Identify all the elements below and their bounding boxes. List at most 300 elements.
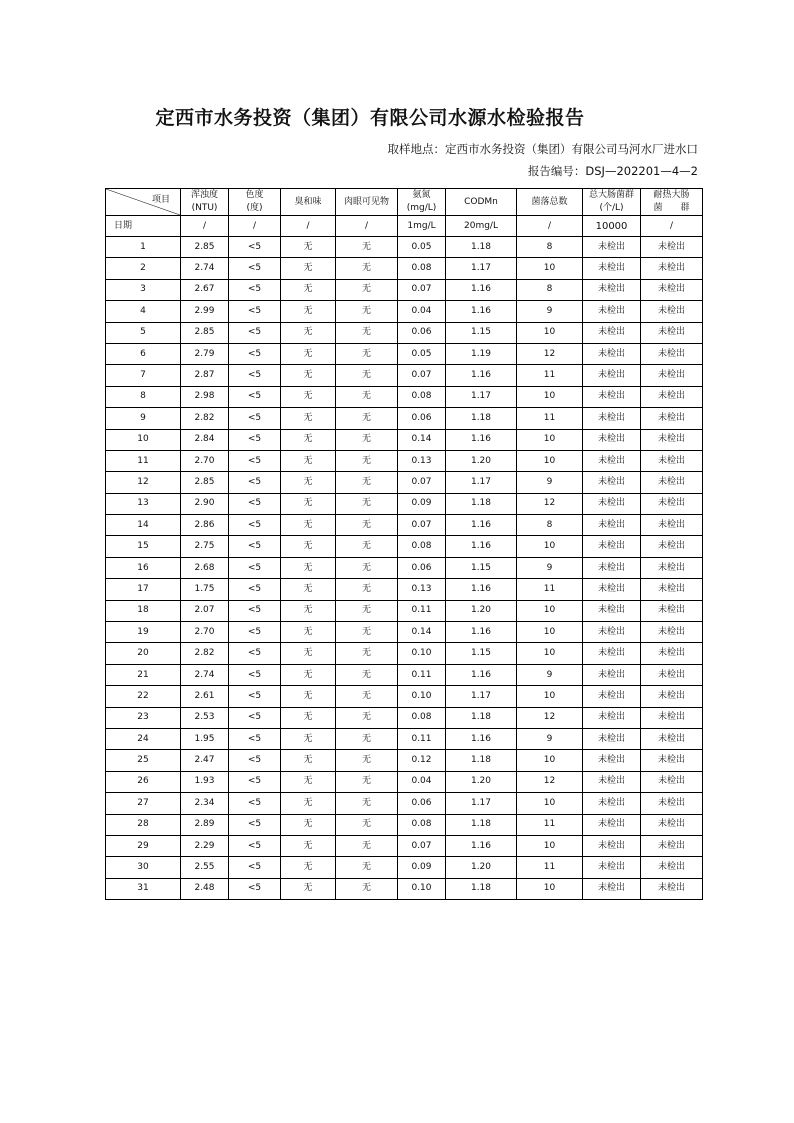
std-odor: / — [281, 216, 336, 237]
cell-total-coliform: 未检出 — [583, 622, 641, 643]
cell-total-coliform: 未检出 — [583, 322, 641, 343]
cell-total-coliform: 未检出 — [583, 472, 641, 493]
cell-ammonia: 0.05 — [398, 237, 446, 258]
cell-odor: 无 — [281, 515, 336, 536]
table-row — [106, 750, 703, 771]
cell-codmn: 1.16 — [446, 728, 517, 749]
cell-bacteria-total: 10 — [517, 793, 583, 814]
cell-total-coliform: 未检出 — [583, 707, 641, 728]
cell-turbidity: 2.82 — [181, 643, 229, 664]
cell-day: 3 — [106, 279, 181, 300]
cell-color: <5 — [229, 622, 281, 643]
std-color: / — [229, 216, 281, 237]
cell-odor: 无 — [281, 835, 336, 856]
cell-total-coliform: 未检出 — [583, 279, 641, 300]
cell-color: <5 — [229, 536, 281, 557]
cell-day: 6 — [106, 343, 181, 364]
cell-thermotolerant-coliform: 未检出 — [641, 472, 703, 493]
header-thermotolerant-coliform: 耐热大肠 菌 群 — [641, 189, 703, 216]
cell-turbidity: 2.29 — [181, 835, 229, 856]
cell-odor: 无 — [281, 343, 336, 364]
cell-codmn: 1.18 — [446, 237, 517, 258]
cell-ammonia: 0.07 — [398, 515, 446, 536]
cell-codmn: 1.15 — [446, 557, 517, 578]
cell-codmn: 1.17 — [446, 258, 517, 279]
cell-thermotolerant-coliform: 未检出 — [641, 622, 703, 643]
cell-odor: 无 — [281, 707, 336, 728]
cell-bacteria-total: 9 — [517, 472, 583, 493]
cell-ammonia: 0.09 — [398, 493, 446, 514]
cell-turbidity: 1.75 — [181, 579, 229, 600]
cell-color: <5 — [229, 750, 281, 771]
cell-codmn: 1.18 — [446, 707, 517, 728]
cell-codmn: 1.18 — [446, 408, 517, 429]
cell-bacteria-total: 11 — [517, 579, 583, 600]
table-row — [106, 600, 703, 621]
cell-total-coliform: 未检出 — [583, 408, 641, 429]
cell-odor: 无 — [281, 600, 336, 621]
cell-bacteria-total: 11 — [517, 365, 583, 386]
cell-thermotolerant-coliform: 未检出 — [641, 515, 703, 536]
std-bacteria: / — [517, 216, 583, 237]
cell-thermotolerant-coliform: 未检出 — [641, 814, 703, 835]
table-row — [106, 557, 703, 578]
cell-day: 16 — [106, 557, 181, 578]
cell-color: <5 — [229, 515, 281, 536]
cell-day: 13 — [106, 493, 181, 514]
cell-odor: 无 — [281, 450, 336, 471]
cell-day: 2 — [106, 258, 181, 279]
cell-ammonia: 0.11 — [398, 600, 446, 621]
cell-bacteria-total: 9 — [517, 557, 583, 578]
cell-color: <5 — [229, 301, 281, 322]
cell-color: <5 — [229, 643, 281, 664]
cell-thermotolerant-coliform: 未检出 — [641, 279, 703, 300]
header-odor: 臭和味 — [281, 189, 336, 216]
table-row — [106, 450, 703, 471]
cell-visible-matter: 无 — [336, 237, 398, 258]
cell-thermotolerant-coliform: 未检出 — [641, 835, 703, 856]
cell-bacteria-total: 10 — [517, 322, 583, 343]
cell-total-coliform: 未检出 — [583, 600, 641, 621]
table-row — [106, 322, 703, 343]
cell-ammonia: 0.08 — [398, 814, 446, 835]
table-row — [106, 771, 703, 792]
cell-day: 25 — [106, 750, 181, 771]
cell-visible-matter: 无 — [336, 322, 398, 343]
cell-bacteria-total: 10 — [517, 686, 583, 707]
cell-day: 19 — [106, 622, 181, 643]
cell-ammonia: 0.08 — [398, 258, 446, 279]
cell-thermotolerant-coliform: 未检出 — [641, 643, 703, 664]
cell-thermotolerant-coliform: 未检出 — [641, 429, 703, 450]
cell-odor: 无 — [281, 557, 336, 578]
cell-visible-matter: 无 — [336, 643, 398, 664]
cell-visible-matter: 无 — [336, 279, 398, 300]
cell-visible-matter: 无 — [336, 429, 398, 450]
cell-odor: 无 — [281, 408, 336, 429]
cell-ammonia: 0.13 — [398, 579, 446, 600]
cell-thermotolerant-coliform: 未检出 — [641, 664, 703, 685]
cell-color: <5 — [229, 686, 281, 707]
cell-visible-matter: 无 — [336, 857, 398, 878]
cell-color: <5 — [229, 771, 281, 792]
cell-codmn: 1.16 — [446, 664, 517, 685]
cell-turbidity: 2.70 — [181, 622, 229, 643]
cell-color: <5 — [229, 707, 281, 728]
table-row — [106, 835, 703, 856]
cell-thermotolerant-coliform: 未检出 — [641, 878, 703, 899]
cell-bacteria-total: 10 — [517, 750, 583, 771]
cell-thermotolerant-coliform: 未检出 — [641, 258, 703, 279]
cell-turbidity: 2.55 — [181, 857, 229, 878]
cell-day: 28 — [106, 814, 181, 835]
cell-odor: 无 — [281, 622, 336, 643]
cell-total-coliform: 未检出 — [583, 386, 641, 407]
cell-turbidity: 1.93 — [181, 771, 229, 792]
std-thermo: / — [641, 216, 703, 237]
cell-ammonia: 0.14 — [398, 622, 446, 643]
cell-visible-matter: 无 — [336, 835, 398, 856]
cell-visible-matter: 无 — [336, 343, 398, 364]
table-row — [106, 814, 703, 835]
cell-codmn: 1.18 — [446, 493, 517, 514]
cell-codmn: 1.16 — [446, 301, 517, 322]
cell-bacteria-total: 10 — [517, 622, 583, 643]
cell-turbidity: 2.48 — [181, 878, 229, 899]
cell-color: <5 — [229, 857, 281, 878]
cell-odor: 无 — [281, 857, 336, 878]
cell-bacteria-total: 10 — [517, 536, 583, 557]
cell-total-coliform: 未检出 — [583, 237, 641, 258]
cell-visible-matter: 无 — [336, 814, 398, 835]
cell-color: <5 — [229, 408, 281, 429]
cell-color: <5 — [229, 814, 281, 835]
cell-odor: 无 — [281, 643, 336, 664]
cell-bacteria-total: 8 — [517, 515, 583, 536]
cell-day: 30 — [106, 857, 181, 878]
cell-ammonia: 0.13 — [398, 450, 446, 471]
cell-codmn: 1.16 — [446, 835, 517, 856]
cell-bacteria-total: 11 — [517, 814, 583, 835]
cell-bacteria-total: 11 — [517, 857, 583, 878]
cell-turbidity: 2.82 — [181, 408, 229, 429]
table-row — [106, 472, 703, 493]
cell-ammonia: 0.06 — [398, 322, 446, 343]
header-codmn: CODMn — [446, 189, 517, 216]
cell-turbidity: 2.85 — [181, 237, 229, 258]
cell-codmn: 1.17 — [446, 686, 517, 707]
cell-day: 5 — [106, 322, 181, 343]
header-item-label: 项目 — [151, 195, 170, 205]
table-row — [106, 365, 703, 386]
cell-turbidity: 2.74 — [181, 258, 229, 279]
cell-odor: 无 — [281, 728, 336, 749]
cell-color: <5 — [229, 343, 281, 364]
cell-total-coliform: 未检出 — [583, 536, 641, 557]
table-row — [106, 515, 703, 536]
cell-total-coliform: 未检出 — [583, 365, 641, 386]
cell-color: <5 — [229, 365, 281, 386]
standards-row — [106, 216, 703, 237]
cell-codmn: 1.17 — [446, 472, 517, 493]
cell-codmn: 1.17 — [446, 793, 517, 814]
cell-turbidity: 2.98 — [181, 386, 229, 407]
table-row — [106, 878, 703, 899]
sampling-location: 取样地点：定西市水务投资（集团）有限公司马河水厂进水口 — [387, 142, 698, 156]
cell-total-coliform: 未检出 — [583, 857, 641, 878]
cell-color: <5 — [229, 258, 281, 279]
cell-bacteria-total: 10 — [517, 258, 583, 279]
cell-ammonia: 0.11 — [398, 728, 446, 749]
cell-ammonia: 0.12 — [398, 750, 446, 771]
cell-thermotolerant-coliform: 未检出 — [641, 728, 703, 749]
cell-color: <5 — [229, 386, 281, 407]
cell-bacteria-total: 10 — [517, 600, 583, 621]
cell-bacteria-total: 12 — [517, 771, 583, 792]
cell-thermotolerant-coliform: 未检出 — [641, 686, 703, 707]
cell-turbidity: 2.53 — [181, 707, 229, 728]
cell-turbidity: 2.85 — [181, 322, 229, 343]
cell-day: 20 — [106, 643, 181, 664]
cell-visible-matter: 无 — [336, 750, 398, 771]
cell-odor: 无 — [281, 301, 336, 322]
table-body — [106, 237, 703, 900]
cell-day: 4 — [106, 301, 181, 322]
cell-ammonia: 0.10 — [398, 643, 446, 664]
cell-total-coliform: 未检出 — [583, 557, 641, 578]
cell-ammonia: 0.07 — [398, 835, 446, 856]
cell-ammonia: 0.06 — [398, 793, 446, 814]
report-number: 报告编号：DSJ—202201—4—2 — [527, 164, 698, 178]
cell-total-coliform: 未检出 — [583, 686, 641, 707]
table-row — [106, 686, 703, 707]
cell-visible-matter: 无 — [336, 365, 398, 386]
cell-bacteria-total: 8 — [517, 279, 583, 300]
cell-total-coliform: 未检出 — [583, 814, 641, 835]
header-visible-matter: 肉眼可见物 — [336, 189, 398, 216]
cell-odor: 无 — [281, 386, 336, 407]
cell-bacteria-total: 9 — [517, 728, 583, 749]
cell-day: 11 — [106, 450, 181, 471]
cell-visible-matter: 无 — [336, 728, 398, 749]
cell-codmn: 1.15 — [446, 322, 517, 343]
table-row — [106, 386, 703, 407]
cell-color: <5 — [229, 279, 281, 300]
table-row — [106, 579, 703, 600]
table-row — [106, 643, 703, 664]
table-row — [106, 793, 703, 814]
cell-visible-matter: 无 — [336, 707, 398, 728]
table-row — [106, 429, 703, 450]
cell-turbidity: 1.95 — [181, 728, 229, 749]
cell-bacteria-total: 10 — [517, 429, 583, 450]
cell-turbidity: 2.86 — [181, 515, 229, 536]
cell-thermotolerant-coliform: 未检出 — [641, 557, 703, 578]
table-row — [106, 408, 703, 429]
cell-total-coliform: 未检出 — [583, 450, 641, 471]
cell-codmn: 1.20 — [446, 450, 517, 471]
cell-bacteria-total: 10 — [517, 386, 583, 407]
cell-total-coliform: 未检出 — [583, 515, 641, 536]
cell-odor: 无 — [281, 365, 336, 386]
cell-turbidity: 2.75 — [181, 536, 229, 557]
cell-day: 26 — [106, 771, 181, 792]
cell-visible-matter: 无 — [336, 600, 398, 621]
cell-ammonia: 0.10 — [398, 878, 446, 899]
std-codmn: 20mg/L — [446, 216, 517, 237]
cell-codmn: 1.17 — [446, 386, 517, 407]
cell-turbidity: 2.70 — [181, 450, 229, 471]
cell-codmn: 1.20 — [446, 600, 517, 621]
cell-visible-matter: 无 — [336, 301, 398, 322]
cell-odor: 无 — [281, 258, 336, 279]
cell-turbidity: 2.79 — [181, 343, 229, 364]
cell-thermotolerant-coliform: 未检出 — [641, 386, 703, 407]
cell-ammonia: 0.09 — [398, 857, 446, 878]
cell-codmn: 1.15 — [446, 643, 517, 664]
cell-bacteria-total: 10 — [517, 450, 583, 471]
cell-ammonia: 0.04 — [398, 771, 446, 792]
cell-ammonia: 0.07 — [398, 365, 446, 386]
cell-codmn: 1.18 — [446, 814, 517, 835]
cell-day: 7 — [106, 365, 181, 386]
cell-total-coliform: 未检出 — [583, 835, 641, 856]
cell-visible-matter: 无 — [336, 579, 398, 600]
table-row — [106, 728, 703, 749]
cell-day: 27 — [106, 793, 181, 814]
cell-day: 22 — [106, 686, 181, 707]
table-row — [106, 664, 703, 685]
cell-color: <5 — [229, 579, 281, 600]
cell-visible-matter: 无 — [336, 771, 398, 792]
cell-codmn: 1.20 — [446, 771, 517, 792]
cell-visible-matter: 无 — [336, 536, 398, 557]
cell-ammonia: 0.05 — [398, 343, 446, 364]
cell-odor: 无 — [281, 664, 336, 685]
cell-codmn: 1.16 — [446, 579, 517, 600]
table-row — [106, 536, 703, 557]
cell-bacteria-total: 12 — [517, 343, 583, 364]
cell-odor: 无 — [281, 322, 336, 343]
cell-ammonia: 0.07 — [398, 472, 446, 493]
cell-turbidity: 2.07 — [181, 600, 229, 621]
cell-visible-matter: 无 — [336, 793, 398, 814]
cell-color: <5 — [229, 450, 281, 471]
cell-visible-matter: 无 — [336, 664, 398, 685]
cell-total-coliform: 未检出 — [583, 771, 641, 792]
cell-visible-matter: 无 — [336, 622, 398, 643]
cell-color: <5 — [229, 835, 281, 856]
header-date-label: 日期 — [106, 216, 181, 237]
cell-thermotolerant-coliform: 未检出 — [641, 750, 703, 771]
cell-total-coliform: 未检出 — [583, 258, 641, 279]
cell-odor: 无 — [281, 793, 336, 814]
cell-color: <5 — [229, 664, 281, 685]
table-row — [106, 343, 703, 364]
cell-ammonia: 0.08 — [398, 386, 446, 407]
table-row — [106, 237, 703, 258]
cell-turbidity: 2.84 — [181, 429, 229, 450]
std-ammonia: 1mg/L — [398, 216, 446, 237]
cell-day: 8 — [106, 386, 181, 407]
table-row — [106, 301, 703, 322]
cell-turbidity: 2.85 — [181, 472, 229, 493]
cell-visible-matter: 无 — [336, 686, 398, 707]
cell-odor: 无 — [281, 429, 336, 450]
cell-turbidity: 2.74 — [181, 664, 229, 685]
cell-day: 18 — [106, 600, 181, 621]
page-title-text: 定西市水务投资（集团）有限公司水源水检验报告 — [155, 107, 585, 129]
cell-thermotolerant-coliform: 未检出 — [641, 343, 703, 364]
std-coliform: 10000 — [583, 216, 641, 237]
table-row — [106, 857, 703, 878]
cell-day: 15 — [106, 536, 181, 557]
table-row — [106, 279, 703, 300]
cell-color: <5 — [229, 322, 281, 343]
cell-codmn: 1.19 — [446, 343, 517, 364]
table-row — [106, 707, 703, 728]
cell-total-coliform: 未检出 — [583, 493, 641, 514]
cell-day: 21 — [106, 664, 181, 685]
cell-total-coliform: 未检出 — [583, 664, 641, 685]
cell-odor: 无 — [281, 750, 336, 771]
cell-bacteria-total: 8 — [517, 237, 583, 258]
cell-codmn: 1.16 — [446, 515, 517, 536]
cell-ammonia: 0.07 — [398, 279, 446, 300]
cell-bacteria-total: 10 — [517, 878, 583, 899]
cell-visible-matter: 无 — [336, 493, 398, 514]
cell-color: <5 — [229, 728, 281, 749]
cell-ammonia: 0.08 — [398, 707, 446, 728]
cell-thermotolerant-coliform: 未检出 — [641, 857, 703, 878]
cell-thermotolerant-coliform: 未检出 — [641, 771, 703, 792]
cell-turbidity: 2.90 — [181, 493, 229, 514]
cell-day: 9 — [106, 408, 181, 429]
cell-color: <5 — [229, 429, 281, 450]
cell-turbidity: 2.68 — [181, 557, 229, 578]
cell-ammonia: 0.14 — [398, 429, 446, 450]
cell-turbidity: 2.34 — [181, 793, 229, 814]
cell-turbidity: 2.99 — [181, 301, 229, 322]
cell-ammonia: 0.04 — [398, 301, 446, 322]
cell-thermotolerant-coliform: 未检出 — [641, 408, 703, 429]
cell-day: 31 — [106, 878, 181, 899]
cell-ammonia: 0.06 — [398, 408, 446, 429]
cell-codmn: 1.16 — [446, 429, 517, 450]
cell-codmn: 1.18 — [446, 878, 517, 899]
cell-ammonia: 0.10 — [398, 686, 446, 707]
cell-odor: 无 — [281, 579, 336, 600]
table-row — [106, 258, 703, 279]
cell-odor: 无 — [281, 814, 336, 835]
cell-codmn: 1.16 — [446, 536, 517, 557]
cell-bacteria-total: 10 — [517, 643, 583, 664]
cell-turbidity: 2.89 — [181, 814, 229, 835]
cell-total-coliform: 未检出 — [583, 878, 641, 899]
cell-day: 1 — [106, 237, 181, 258]
cell-bacteria-total: 9 — [517, 664, 583, 685]
cell-odor: 无 — [281, 472, 336, 493]
cell-thermotolerant-coliform: 未检出 — [641, 493, 703, 514]
table-row — [106, 622, 703, 643]
cell-odor: 无 — [281, 237, 336, 258]
cell-odor: 无 — [281, 686, 336, 707]
cell-odor: 无 — [281, 771, 336, 792]
cell-thermotolerant-coliform: 未检出 — [641, 365, 703, 386]
water-quality-table — [105, 188, 703, 900]
cell-visible-matter: 无 — [336, 515, 398, 536]
